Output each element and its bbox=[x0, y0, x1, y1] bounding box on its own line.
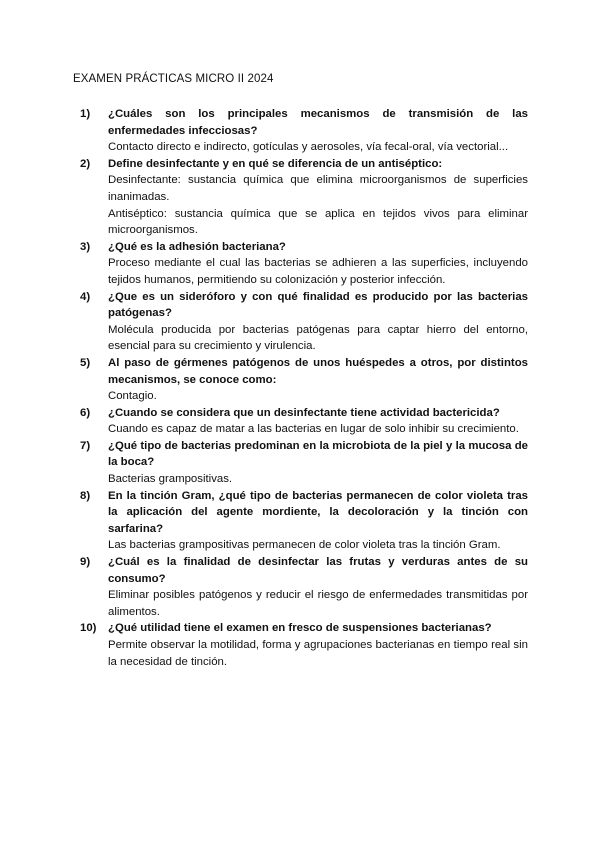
question-text: Define desinfectante y en qué se diferencia de un antiséptico: bbox=[108, 157, 443, 170]
question-number: 9) bbox=[80, 556, 91, 569]
question-number: 8) bbox=[80, 489, 91, 502]
question-item-1 bbox=[80, 106, 528, 156]
answer-text: Contagio. bbox=[108, 390, 157, 403]
answer-text: Molécula producida por bacterias patógenas para captar hierro del entorno, esencial para su crecimiento y virulencia. bbox=[108, 323, 528, 353]
question-item-2 bbox=[80, 156, 528, 239]
question-item-4 bbox=[80, 289, 528, 355]
question-number: 5) bbox=[80, 356, 91, 369]
question-item-6 bbox=[80, 405, 528, 438]
question-text: ¿Cuando se considera que un desinfectante tiene actividad bactericida? bbox=[108, 406, 500, 419]
question-item-3 bbox=[80, 239, 528, 289]
answer-text: Proceso mediante el cual las bacterias se adhieren a las superficies, incluyendo tejidos humanos, permitiendo su colonización y posterior infección. bbox=[108, 257, 528, 286]
question-text: ¿Qué tipo de bacterias predominan en la microbiota de la piel y la mucosa de la boca? bbox=[108, 439, 528, 469]
answer-text: Permite observar la motilidad, forma y agrupaciones bacterianas en tiempo real sin la necesidad de tinción. bbox=[108, 639, 528, 668]
answer-text: Cuando es capaz de matar a las bacterias en lugar de solo inhibir su crecimiento. bbox=[108, 423, 519, 436]
question-number: 4) bbox=[80, 290, 91, 303]
question-number: 7) bbox=[80, 439, 91, 452]
answer-text: Las bacterias grampositivas permanecen de color violeta tras la tinción Gram. bbox=[108, 539, 501, 552]
answer-text: Contacto directo e indirecto, gotículas y aerosoles, vía fecal-oral, vía vectorial... bbox=[108, 141, 509, 154]
question-number: 6) bbox=[80, 406, 91, 419]
question-item-7 bbox=[80, 438, 528, 488]
answer-text: Bacterias grampositivas. bbox=[108, 473, 233, 486]
question-item-5 bbox=[80, 355, 528, 405]
question-text: Al paso de gérmenes patógenos de unos huéspedes a otros, por distintos mecanismos, se conoce como: bbox=[108, 356, 528, 386]
question-item-8 bbox=[80, 488, 528, 554]
question-text: ¿Cuál es la finalidad de desinfectar las frutas y verduras antes de su consumo? bbox=[108, 556, 528, 585]
question-text: ¿Qué utilidad tiene el examen en fresco de suspensiones bacterianas? bbox=[108, 622, 492, 635]
question-item-10 bbox=[80, 620, 528, 670]
question-text: En la tinción Gram, ¿qué tipo de bacterias permanecen de color violeta tras la aplicación del agente mordiente, la decoloración y la tinción con sarfarina? bbox=[108, 489, 528, 535]
question-text: ¿Qué es la adhesión bacteriana? bbox=[108, 240, 286, 253]
document-title: EXAMEN PRÁCTICAS MICRO II 2024 bbox=[73, 73, 274, 85]
question-number: 3) bbox=[80, 240, 91, 253]
question-text: ¿Que es un sideróforo y con qué finalidad es producido por las bacterias patógenas? bbox=[108, 290, 528, 320]
answer-text: Eliminar posibles patógenos y reducir el riesgo de enfermedades transmitidas por alimentos. bbox=[108, 589, 528, 618]
question-number: 2) bbox=[80, 157, 91, 170]
question-number: 10) bbox=[80, 622, 97, 635]
question-list bbox=[80, 106, 528, 670]
question-number: 1) bbox=[80, 108, 91, 120]
answer-text: Antiséptico: sustancia química que se aplica en tejidos vivos para eliminar microorganismos. bbox=[108, 207, 528, 237]
answer-text: Desinfectante: sustancia química que elimina microorganismos de superficies inanimadas. bbox=[108, 174, 528, 203]
question-text: ¿Cuáles son los principales mecanismos de transmisión de las enfermedades infecciosas? bbox=[108, 108, 528, 137]
question-item-9 bbox=[80, 554, 528, 620]
